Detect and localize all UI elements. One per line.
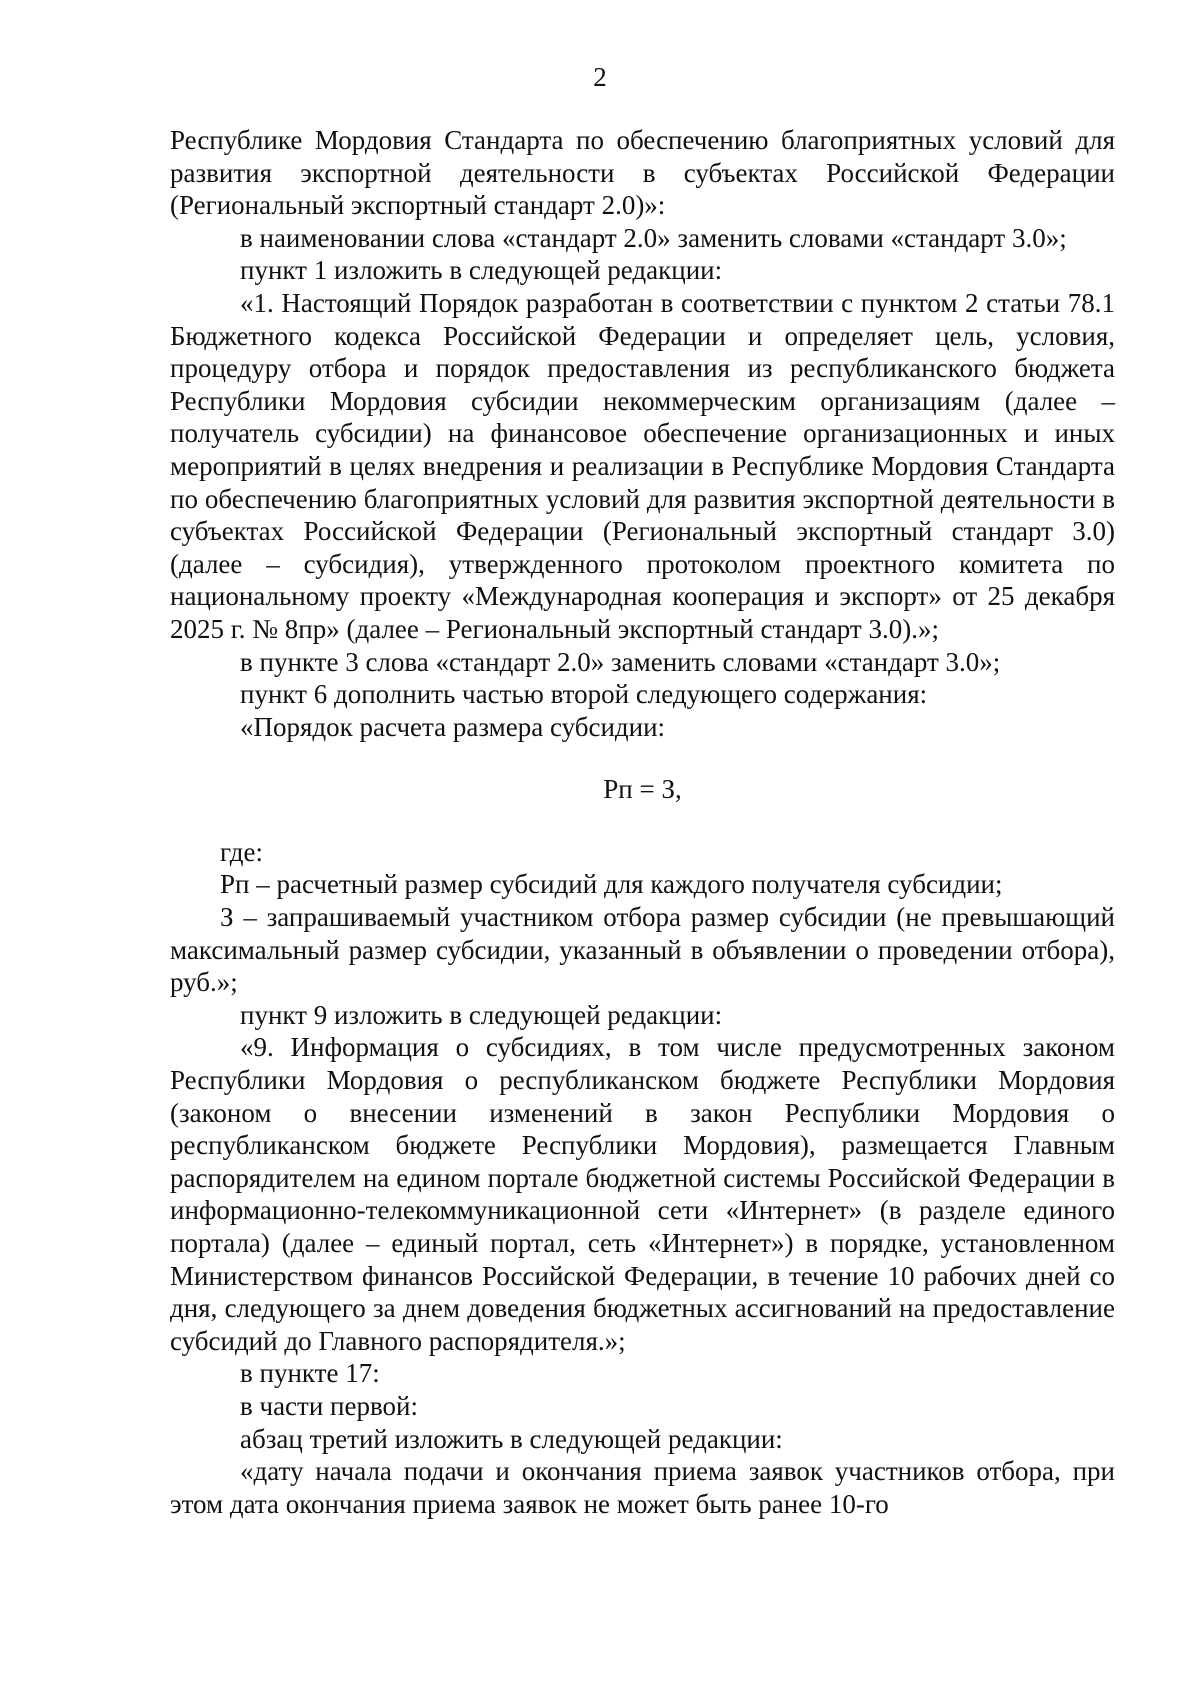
- paragraph-dates-text: «дату начала подачи и окончания приема заявок участников отбора, при этом дата окончания приема заявок не может быть ранее 10-го: [170, 1456, 1115, 1519]
- paragraph-definition-z: З – запрашиваемый участником отбора размер субсидии (не превышающий максимальный размер субсидии, указанный в объявлении о проведении отбора), руб.»;: [170, 902, 1115, 998]
- formula: Рп = З,: [603, 774, 682, 805]
- paragraph-item17: в пункте 17:: [240, 1358, 380, 1389]
- paragraph-part-one: в части первой:: [240, 1390, 418, 1421]
- paragraph-third-subparagraph: абзац третий изложить в следующей редакции:: [240, 1423, 783, 1454]
- paragraph-item9-text: «9. Информация о субсидиях, в том числе предусмотренных законом Республики Мордовия о республиканском бюджете Республики Мордовия (законом о внесении изменений в закон Республики Мордовия о республиканском бюджете Республики Мордовия), размещается Главным распорядителем на едином портале бюджетной системы Российской Федерации в информационно-телекоммуникационной сети «Интернет» (в разделе единого портала) (далее – единый портал, сеть «Интернет») в порядке, установленном Министерством финансов Российской Федерации, в течение 10 рабочих дней со дня, следующего за днем доведения бюджетных ассигнований на предоставление субсидий до Главного распорядителя.»;: [170, 1032, 1115, 1356]
- paragraph-definition-rp: Рп – расчетный размер субсидий для каждого получателя субсидии;: [220, 869, 1003, 900]
- paragraph-amend-title: в наименовании слова «стандарт 2.0» заменить словами «стандарт 3.0»;: [240, 222, 1067, 253]
- page-number: 2: [593, 62, 607, 92]
- paragraph-amend-item1-intro: пункт 1 изложить в следующей редакции:: [240, 255, 723, 286]
- paragraph-amend-item3: в пункте 3 слова «стандарт 2.0» заменить словами «стандарт 3.0»;: [240, 646, 1001, 677]
- paragraph-intro-continuation: Республике Мордовия Стандарта по обеспечению благоприятных условий для развития экспортной деятельности в субъектах Российской Федерации (Региональный экспортный стандарт 2.0)»:: [170, 125, 1115, 221]
- paragraph-where: где:: [220, 836, 263, 867]
- paragraph-amend-item9-intro: пункт 9 изложить в следующей редакции:: [240, 999, 723, 1030]
- document-body: [170, 124, 1115, 1520]
- paragraph-item1-text: «1. Настоящий Порядок разработан в соответствии с пунктом 2 статьи 78.1 Бюджетного кодекса Российской Федерации и определяет цель, условия, процедуру отбора и порядок предоставления из республиканского бюджета Республики Мордовия субсидии некоммерческим организациям (далее – получатель субсидии) на финансовое обеспечение организационных и иных мероприятий в целях внедрения и реализации в Республике Мордовия Стандарта по обеспечению благоприятных условий для развития экспортной деятельности в субъектах Российской Федерации (Региональный экспортный стандарт 3.0) (далее – субсидия), утвержденного протоколом проектного комитета по национальному проекту «Международная кооперация и экспорт» от 25 декабря 2025 г. № 8пр» (далее – Региональный экспортный стандарт 3.0).»;: [170, 287, 1115, 644]
- paragraph-calculation-heading: «Порядок расчета размера субсидии:: [240, 711, 666, 742]
- paragraph-amend-item6-intro: пункт 6 дополнить частью второй следующего содержания:: [240, 679, 928, 710]
